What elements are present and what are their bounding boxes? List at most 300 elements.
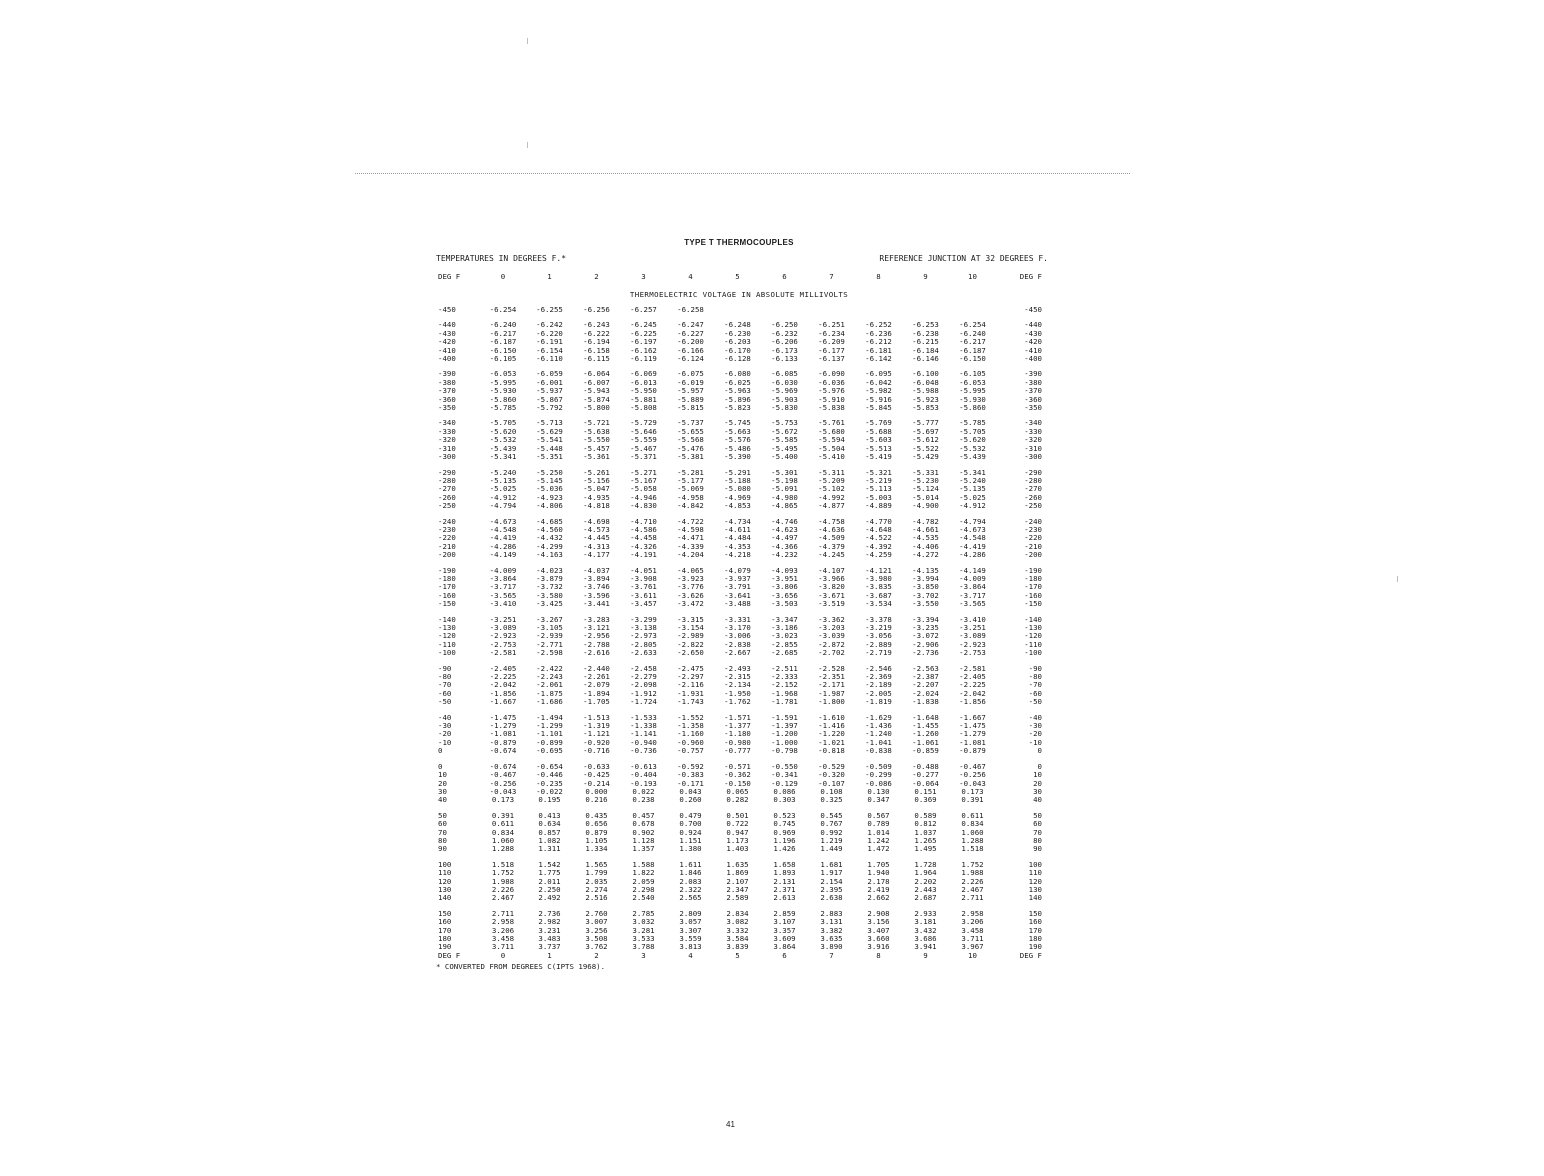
voltage-cell: -5.937 — [536, 386, 563, 396]
voltage-cell: 3.332 — [726, 925, 749, 935]
deg-f-cell: -130 — [438, 623, 456, 632]
voltage-cell: -4.548 — [489, 524, 517, 534]
voltage-cell: -0.043 — [959, 778, 986, 788]
voltage-cell: -6.212 — [865, 337, 892, 347]
voltage-cell: 1.588 — [632, 859, 655, 869]
voltage-cell: -4.009 — [489, 565, 517, 575]
voltage-cell: -5.988 — [912, 386, 939, 396]
deg-f-cell: -370 — [438, 386, 456, 396]
voltage-cell: -0.695 — [536, 746, 563, 756]
voltage-cell — [761, 306, 808, 314]
voltage-cell: 2.011 — [538, 876, 561, 886]
voltage-cell: -6.177 — [818, 345, 845, 355]
deg-f-cell: 190 — [438, 942, 452, 952]
voltage-cell: 0.238 — [632, 795, 655, 805]
deg-f-cell: DEG F — [1019, 951, 1042, 961]
voltage-cell: -4.051 — [630, 565, 657, 575]
voltage-cell: -5.603 — [865, 435, 892, 445]
voltage-cell: -5.390 — [724, 452, 751, 462]
voltage-cell: 0.173 — [491, 795, 515, 805]
voltage-cell: -5.113 — [865, 484, 892, 494]
voltage-cell: -2.458 — [630, 663, 657, 673]
voltage-cell: -4.623 — [771, 524, 798, 534]
voltage-cell: -4.313 — [583, 541, 610, 551]
deg-f-cell: -200 — [438, 550, 456, 560]
voltage-cell: -0.798 — [771, 746, 798, 756]
voltage-cell: 0.789 — [867, 819, 890, 829]
voltage-cell: 0.479 — [679, 810, 702, 820]
voltage-cell: -4.471 — [677, 533, 704, 543]
deg-f-cell: -320 — [438, 435, 456, 445]
voltage-cell: -6.230 — [724, 328, 751, 338]
voltage-cell: -4.710 — [630, 516, 657, 526]
voltage-cell: -4.648 — [865, 524, 892, 534]
voltage-cell: -4.770 — [865, 516, 892, 526]
voltage-cell: 3.635 — [820, 934, 843, 943]
voltage-cell: -2.685 — [771, 648, 798, 658]
deg-f-cell: -240 — [1024, 516, 1042, 526]
voltage-cell: 0.216 — [585, 795, 608, 805]
deg-f-cell: -340 — [1024, 418, 1042, 428]
deg-f-cell: -20 — [438, 729, 452, 739]
voltage-cell: -1.260 — [912, 729, 939, 739]
voltage-cell: 0.173 — [961, 786, 984, 796]
deg-f-cell: -60 — [438, 688, 452, 698]
voltage-cell: 3.533 — [632, 934, 655, 943]
voltage-cell: -4.946 — [630, 492, 657, 502]
voltage-cell: -6.181 — [865, 345, 892, 355]
voltage-cell: -3.923 — [677, 573, 704, 583]
voltage-cell: -4.912 — [489, 492, 517, 502]
voltage-cell: -5.792 — [536, 403, 563, 413]
table-header-line — [430, 250, 1048, 270]
voltage-cell: -6.053 — [489, 369, 517, 379]
voltage-cell: -0.654 — [536, 761, 563, 771]
voltage-cell: -2.098 — [630, 680, 657, 690]
voltage-cell: 3.584 — [726, 934, 749, 943]
voltage-cell: -4.286 — [959, 550, 986, 560]
voltage-cell: -5.311 — [818, 467, 845, 477]
deg-f-cell: -300 — [1024, 452, 1042, 462]
voltage-cell: 3.711 — [961, 934, 984, 943]
deg-f-cell: -20 — [1028, 729, 1042, 739]
voltage-cell: -2.116 — [677, 680, 704, 690]
voltage-cell: -3.746 — [583, 582, 610, 592]
voltage-cell: -2.493 — [724, 663, 751, 673]
voltage-cell: -6.075 — [677, 369, 704, 379]
deg-f-cell: -40 — [1028, 712, 1042, 722]
voltage-cell: -0.716 — [583, 746, 610, 756]
deg-f-cell: 160 — [438, 917, 452, 927]
voltage-cell: -5.860 — [959, 403, 986, 413]
deg-f-cell: -440 — [438, 320, 456, 330]
voltage-cell: -4.969 — [724, 492, 751, 502]
voltage-cell: -3.894 — [583, 573, 610, 583]
voltage-cell: -5.261 — [583, 467, 610, 477]
voltage-cell: 3.813 — [679, 942, 702, 952]
voltage-cell: 2.322 — [679, 884, 702, 894]
voltage-cell: 10 — [968, 271, 977, 281]
voltage-cell — [808, 306, 855, 314]
voltage-cell: 0.947 — [726, 827, 749, 837]
voltage-cell: -2.315 — [724, 672, 751, 682]
voltage-cell: 1.988 — [961, 868, 984, 878]
voltage-cell: -1.629 — [865, 712, 892, 722]
voltage-cell: -0.467 — [959, 761, 986, 771]
voltage-cell: -3.565 — [489, 590, 517, 600]
voltage-cell: -5.025 — [489, 484, 517, 494]
voltage-cell: -4.992 — [818, 492, 845, 502]
deg-f-cell: -410 — [438, 345, 456, 355]
deg-f-cell: -350 — [1024, 403, 1042, 413]
voltage-cell: -2.405 — [959, 672, 986, 682]
voltage-cell: -3.626 — [677, 590, 704, 600]
voltage-cell: -6.154 — [536, 345, 563, 355]
voltage-cell — [949, 306, 996, 314]
voltage-cell: -5.209 — [818, 475, 845, 485]
voltage-cell: -1.121 — [583, 729, 610, 739]
deg-f-cell: -380 — [1024, 377, 1042, 387]
deg-f-cell: -260 — [438, 492, 456, 502]
voltage-cell: -0.320 — [818, 770, 845, 780]
reference-junction-note: REFERENCE JUNCTION AT 32 DEGREES F. — [879, 254, 1048, 263]
voltage-cell: -1.648 — [912, 712, 939, 722]
voltage-cell: 1.658 — [773, 859, 796, 869]
deg-f-cell: -200 — [1024, 550, 1042, 560]
voltage-cell: 3.057 — [679, 917, 702, 927]
deg-f-cell: 10 — [1033, 770, 1042, 780]
voltage-cell: 0.347 — [867, 795, 890, 805]
voltage-cell: 3.156 — [867, 917, 890, 927]
table-row — [430, 845, 1048, 853]
deg-f-cell: -250 — [1024, 501, 1042, 511]
deg-f-cell: -450 — [1024, 305, 1042, 314]
voltage-cell: -1.705 — [583, 697, 610, 707]
deg-f-cell: -280 — [1024, 475, 1042, 485]
voltage-cell: 0.678 — [632, 819, 655, 829]
table-row — [430, 404, 1048, 412]
voltage-cell: -1.299 — [536, 721, 563, 731]
voltage-cell: -4.093 — [771, 565, 798, 575]
voltage-cell: 0.634 — [538, 819, 561, 829]
voltage-cell: -6.019 — [677, 377, 704, 387]
voltage-cell: 0.611 — [491, 819, 515, 829]
voltage-cell: -3.283 — [583, 614, 610, 624]
voltage-cell: -6.007 — [583, 377, 610, 387]
voltage-cell: -6.025 — [724, 377, 751, 387]
temperature-units-note: TEMPERATURES IN DEGREES F.* — [436, 254, 567, 263]
voltage-cell: -4.232 — [771, 550, 798, 560]
voltage-cell: -6.236 — [865, 328, 892, 338]
voltage-cell: -4.009 — [959, 573, 986, 583]
voltage-cell: -5.688 — [865, 426, 892, 436]
voltage-cell: -5.950 — [630, 386, 657, 396]
deg-f-cell: -70 — [1028, 680, 1042, 690]
deg-f-cell: -370 — [1024, 386, 1042, 396]
voltage-cell: -5.705 — [489, 418, 517, 428]
voltage-cell: 2.298 — [632, 884, 655, 894]
voltage-cell: -4.339 — [677, 541, 704, 551]
voltage-cell: 2.613 — [773, 893, 796, 903]
voltage-cell: -3.937 — [724, 573, 751, 583]
voltage-cell: -5.753 — [771, 418, 798, 428]
voltage-cell: -5.903 — [771, 394, 798, 404]
voltage-cell: -2.771 — [536, 639, 563, 649]
voltage-cell: -5.680 — [818, 426, 845, 436]
deg-f-cell: -10 — [1028, 737, 1042, 747]
voltage-cell: -5.495 — [771, 443, 798, 453]
voltage-cell: 0.992 — [820, 827, 843, 837]
voltage-cell: -5.874 — [583, 394, 610, 404]
voltage-cell: -5.705 — [959, 426, 986, 436]
voltage-cell: -6.048 — [912, 377, 939, 387]
voltage-cell: -1.762 — [724, 697, 751, 707]
voltage-cell: -3.121 — [583, 623, 610, 632]
deg-f-cell: 10 — [438, 770, 447, 780]
voltage-cell: -2.598 — [536, 648, 563, 658]
voltage-cell: 0.022 — [632, 786, 655, 796]
subtitle-row — [430, 284, 1048, 306]
voltage-cell: 0.195 — [538, 795, 561, 805]
voltage-cell: 1.681 — [820, 859, 843, 869]
voltage-cell: -0.920 — [583, 737, 610, 747]
voltage-cell: -0.193 — [630, 778, 657, 788]
voltage-cell: 3.508 — [585, 934, 608, 943]
voltage-cell: -3.347 — [771, 614, 798, 624]
voltage-cell: -3.378 — [865, 614, 892, 624]
deg-f-cell: 50 — [438, 810, 447, 820]
voltage-cell: -3.410 — [959, 614, 986, 624]
scan-artifact-mark — [1397, 576, 1398, 582]
deg-f-cell: -150 — [438, 599, 456, 609]
voltage-cell: -5.439 — [489, 443, 517, 453]
table-row — [430, 355, 1048, 363]
table-row — [430, 306, 1048, 314]
voltage-cell: -1.101 — [536, 729, 563, 739]
voltage-cell: -2.475 — [677, 663, 704, 673]
deg-f-cell: -230 — [438, 524, 456, 534]
voltage-cell: -2.171 — [818, 680, 845, 690]
voltage-cell: -3.641 — [724, 590, 751, 600]
voltage-cell: -6.064 — [583, 369, 610, 379]
voltage-cell: 0.700 — [679, 819, 702, 829]
voltage-cell: -5.058 — [630, 484, 657, 494]
voltage-cell: 0.151 — [914, 786, 937, 796]
voltage-cell: -1.220 — [818, 729, 845, 739]
deg-f-cell: 0 — [1037, 746, 1042, 756]
voltage-cell: -3.994 — [912, 573, 939, 583]
voltage-cell: -4.806 — [536, 501, 563, 511]
voltage-cell: 2.492 — [538, 893, 561, 903]
voltage-cell: -4.272 — [912, 550, 939, 560]
deg-f-cell: 150 — [1028, 908, 1042, 918]
deg-f-cell: -180 — [438, 573, 456, 583]
voltage-cell: -5.943 — [583, 386, 610, 396]
voltage-cell: -5.167 — [630, 475, 657, 485]
voltage-cell: -0.256 — [489, 778, 517, 788]
voltage-cell: -2.528 — [818, 663, 845, 673]
voltage-cell: -3.671 — [818, 590, 845, 600]
voltage-cell: -2.956 — [583, 631, 610, 641]
voltage-cell: 2.736 — [538, 908, 561, 918]
voltage-cell: 2.958 — [491, 917, 515, 927]
voltage-cell: 1.060 — [961, 827, 984, 837]
voltage-cell: -4.065 — [677, 565, 704, 575]
voltage-cell: 1.611 — [679, 859, 702, 869]
voltage-cell: -3.687 — [865, 590, 892, 600]
deg-f-cell: -260 — [1024, 492, 1042, 502]
voltage-cell: -4.419 — [959, 541, 986, 551]
voltage-cell: 0.303 — [773, 795, 796, 805]
voltage-cell: -0.818 — [818, 746, 845, 756]
voltage-cell: -5.550 — [583, 435, 610, 445]
voltage-cell: -5.145 — [536, 475, 563, 485]
voltage-cell: -4.685 — [536, 516, 563, 526]
voltage-cell: -6.187 — [489, 337, 517, 347]
voltage-cell: -1.041 — [865, 737, 892, 747]
voltage-cell: -2.297 — [677, 672, 704, 682]
voltage-cell: -3.806 — [771, 582, 798, 592]
voltage-cell: -0.899 — [536, 737, 563, 747]
deg-f-cell: 120 — [438, 876, 452, 886]
voltage-cell: -5.713 — [536, 418, 563, 428]
deg-f-cell: -190 — [1024, 565, 1042, 575]
voltage-cell: -2.225 — [489, 672, 517, 682]
voltage-cell: 3.231 — [538, 925, 561, 935]
voltage-cell: -4.958 — [677, 492, 704, 502]
voltage-cell: 2.274 — [585, 884, 608, 894]
voltage-cell: -3.457 — [630, 599, 657, 609]
voltage-cell: -0.446 — [536, 770, 563, 780]
voltage-cell: -1.240 — [865, 729, 892, 739]
voltage-cell: -2.079 — [583, 680, 610, 690]
voltage-cell: -4.445 — [583, 533, 610, 543]
deg-f-cell: -450 — [438, 305, 456, 314]
voltage-cell: -4.037 — [583, 565, 610, 575]
voltage-cell: -5.629 — [536, 426, 563, 436]
voltage-cell: -2.650 — [677, 648, 704, 658]
voltage-cell: 2.035 — [585, 876, 608, 886]
voltage-cell: -2.719 — [865, 648, 892, 658]
voltage-cell: 1.705 — [867, 859, 890, 869]
voltage-cell: -5.198 — [771, 475, 798, 485]
voltage-cell: -2.261 — [583, 672, 610, 682]
voltage-cell: -4.598 — [677, 524, 704, 534]
voltage-cell: -3.089 — [489, 623, 517, 632]
voltage-cell: 1.219 — [820, 835, 843, 845]
voltage-cell: -0.043 — [489, 786, 517, 796]
voltage-cell: -5.838 — [818, 403, 845, 413]
voltage-cell: -5.800 — [583, 403, 610, 413]
voltage-cell: -1.667 — [959, 712, 986, 722]
voltage-cell: -5.188 — [724, 475, 751, 485]
deg-f-cell: -390 — [438, 369, 456, 379]
voltage-cell: -4.535 — [912, 533, 939, 543]
voltage-cell: -3.596 — [583, 590, 610, 600]
voltage-cell: -5.916 — [865, 394, 892, 404]
voltage-cell: -2.805 — [630, 639, 657, 649]
voltage-cell: -4.406 — [912, 541, 939, 551]
voltage-cell: -6.250 — [771, 320, 798, 330]
deg-f-cell: 0 — [1037, 761, 1042, 771]
deg-f-cell: 170 — [438, 925, 452, 935]
voltage-cell: -3.425 — [536, 599, 563, 609]
voltage-cell: 3.082 — [726, 917, 749, 927]
voltage-cell: -5.457 — [583, 443, 610, 453]
voltage-cell: 2.107 — [726, 876, 749, 886]
voltage-cell: 1.082 — [538, 835, 561, 845]
voltage-cell: -4.912 — [959, 501, 986, 511]
voltage-cell: 9 — [923, 951, 928, 961]
deg-f-cell: -220 — [438, 533, 456, 543]
voltage-cell: -4.419 — [489, 533, 517, 543]
deg-f-cell: -420 — [438, 337, 456, 347]
voltage-cell: -3.267 — [536, 614, 563, 624]
voltage-cell: 1.822 — [632, 868, 655, 878]
voltage-cell: -1.475 — [959, 721, 986, 731]
voltage-cell: -6.200 — [677, 337, 704, 347]
deg-f-cell: -100 — [438, 648, 456, 658]
deg-f-cell: -100 — [1024, 648, 1042, 658]
voltage-cell: 3.839 — [726, 942, 749, 952]
voltage-cell: -3.980 — [865, 573, 892, 583]
voltage-cell: 2.638 — [820, 893, 843, 903]
voltage-cell: -1.279 — [489, 721, 517, 731]
voltage-cell: 2.785 — [632, 908, 655, 918]
voltage-cell: -5.240 — [489, 467, 517, 477]
voltage-cell: -6.217 — [489, 328, 517, 338]
voltage-cell: 1.940 — [867, 868, 890, 878]
voltage-cell: 2.687 — [914, 893, 937, 903]
voltage-cell: -6.217 — [959, 337, 986, 347]
voltage-cell: -2.581 — [959, 663, 986, 673]
voltage-cell: 1.964 — [914, 868, 937, 878]
deg-f-cell: -10 — [438, 737, 452, 747]
voltage-cell: -5.419 — [865, 452, 892, 462]
voltage-cell: 2.083 — [679, 876, 702, 886]
voltage-cell: -5.769 — [865, 418, 892, 428]
voltage-cell: -6.119 — [630, 354, 657, 364]
deg-f-cell: -60 — [1028, 688, 1042, 698]
thermocouple-table-page — [430, 238, 1048, 973]
voltage-cell: -0.736 — [630, 746, 657, 756]
voltage-cell: 0.282 — [726, 795, 749, 805]
voltage-cell: -1.591 — [771, 712, 798, 722]
voltage-cell: -5.381 — [677, 452, 704, 462]
voltage-cell: -5.541 — [536, 435, 563, 445]
voltage-cell: -5.371 — [630, 452, 657, 462]
voltage-cell: -5.467 — [630, 443, 657, 453]
voltage-cell: -5.476 — [677, 443, 704, 453]
deg-f-cell: 110 — [1028, 868, 1042, 878]
deg-f-cell: 100 — [1028, 859, 1042, 869]
voltage-cell: -6.042 — [865, 377, 892, 387]
table-row — [430, 747, 1048, 755]
voltage-cell: -4.149 — [959, 565, 986, 575]
voltage-cell: -5.156 — [583, 475, 610, 485]
voltage-cell: -5.448 — [536, 443, 563, 453]
voltage-cell: -1.987 — [818, 688, 845, 698]
voltage-cell: 3.967 — [961, 942, 984, 952]
voltage-cell: -6.251 — [818, 320, 845, 330]
voltage-cell: -1.200 — [771, 729, 798, 739]
voltage-cell: -6.215 — [912, 337, 939, 347]
voltage-cell: 1.014 — [867, 827, 890, 837]
deg-f-cell: -170 — [438, 582, 456, 592]
voltage-cell: -3.072 — [912, 631, 939, 641]
voltage-cell: -5.957 — [677, 386, 704, 396]
voltage-cell: -4.191 — [630, 550, 657, 560]
